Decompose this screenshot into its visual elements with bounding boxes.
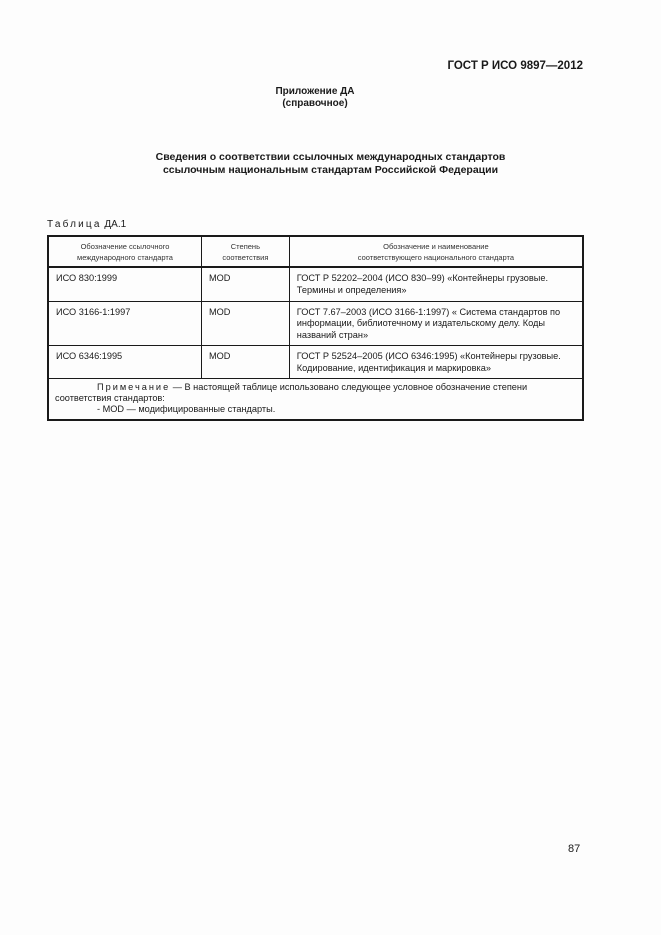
- header-line: международного стандарта: [77, 253, 173, 262]
- cell-national-standard: ГОСТ 7.67–2003 (ИСО 3166-1:1997) « Система стандартов по информации, библиотечному и издательскому делу. Коды названий стран»: [289, 301, 583, 346]
- note-text: — В настоящей таблице использовано следующее условное обозначение степени соответствия стандартов:: [55, 382, 528, 403]
- note-item: - MOD — модифицированные стандарты.: [97, 404, 276, 414]
- cell-national-standard: ГОСТ Р 52202–2004 (ИСО 830–99) «Контейнеры грузовые. Термины и определения»: [289, 267, 583, 301]
- cell-intl-standard: ИСО 830:1999: [48, 267, 201, 301]
- header-line: соответствия: [222, 253, 269, 262]
- table-caption-word: Таблица: [47, 219, 102, 230]
- table-caption: [47, 219, 126, 230]
- header-line: Степень: [230, 242, 260, 251]
- cell-degree: MOD: [201, 267, 289, 301]
- annex-subtitle: (справочное): [282, 98, 348, 109]
- document-code: ГОСТ Р ИСО 9897—2012: [447, 60, 583, 72]
- standards-table: [47, 235, 584, 421]
- note-paragraph: [55, 382, 576, 404]
- column-header-national-standard: [289, 236, 583, 267]
- cell-national-standard: ГОСТ Р 52524–2005 (ИСО 6346:1995) «Контейнеры грузовые. Кодирование, идентификация и маркировка»: [289, 346, 583, 379]
- cell-intl-standard: ИСО 3166-1:1997: [48, 301, 201, 346]
- cell-degree: MOD: [201, 301, 289, 346]
- section-title: [0, 151, 661, 177]
- annex-title: Приложение ДА: [275, 86, 355, 97]
- table-caption-id: ДА.1: [104, 219, 127, 230]
- note-label: Примечание: [97, 382, 171, 392]
- header-line: соответствующего национального стандарта: [357, 253, 515, 262]
- section-title-line1: Сведения о соответствии ссылочных международных стандартов: [155, 151, 506, 163]
- annex-heading: [0, 86, 630, 110]
- cell-degree: MOD: [201, 346, 289, 379]
- table-note-row: [48, 379, 583, 421]
- table-row: [48, 267, 583, 301]
- column-header-intl-standard: [48, 236, 201, 267]
- header-line: Обозначение и наименование: [383, 242, 489, 251]
- table-header-row: [48, 236, 583, 267]
- page-number: 87: [568, 843, 581, 855]
- table-note: [48, 379, 583, 421]
- table-row: [48, 346, 583, 379]
- header-line: Обозначение ссылочного: [80, 242, 170, 251]
- column-header-degree: [201, 236, 289, 267]
- cell-intl-standard: ИСО 6346:1995: [48, 346, 201, 379]
- section-title-line2: ссылочным национальным стандартам Российской Федерации: [162, 164, 499, 176]
- table-row: [48, 301, 583, 346]
